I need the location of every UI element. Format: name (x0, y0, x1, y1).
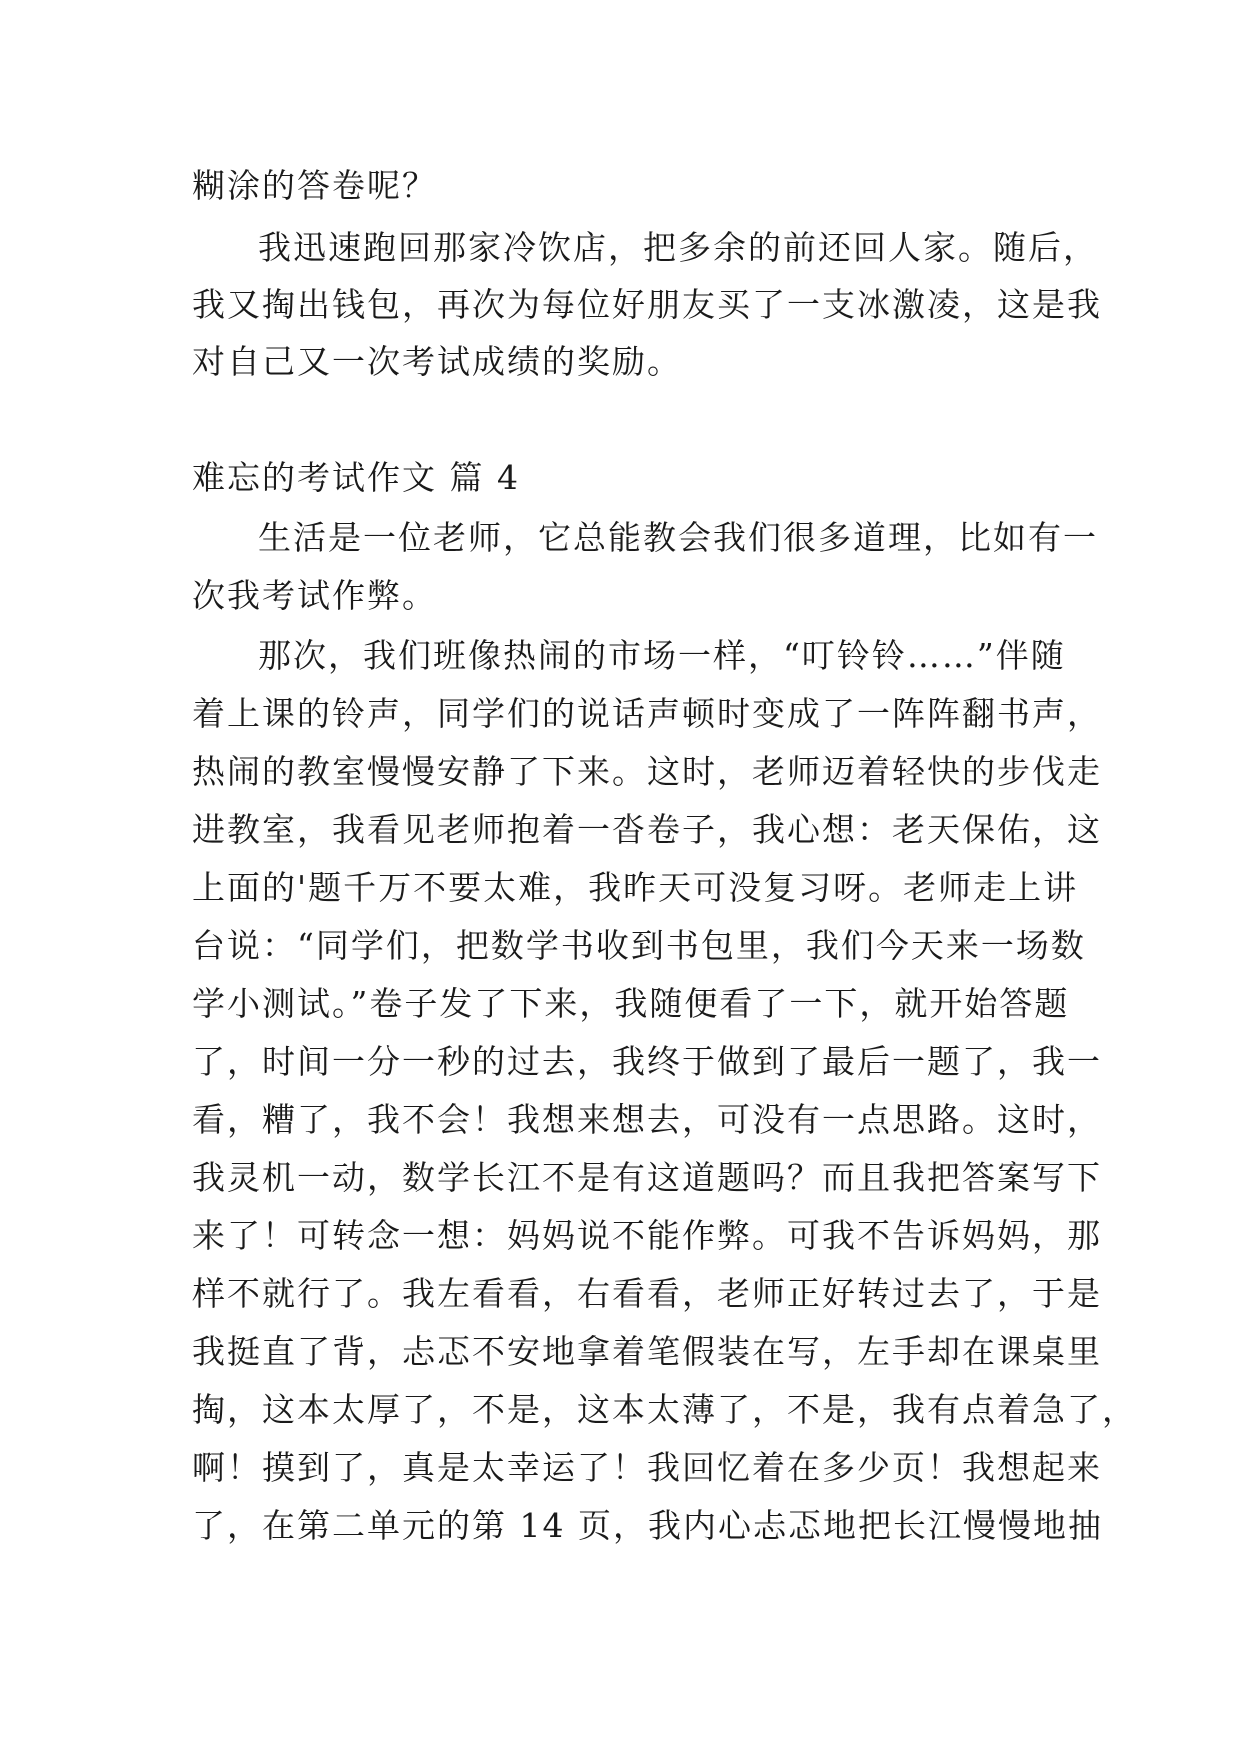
text-line: 对自己又一次考试成绩的奖励。 (192, 342, 682, 381)
text-line: 糊涂的答卷呢？ (192, 166, 437, 205)
section-heading: 难忘的考试作文 篇 4 (192, 458, 520, 497)
text-line: 上面的'题千万不要太难，我昨天可没复习呀。老师走上讲 (192, 868, 1079, 907)
text-line: 生活是一位老师，它总能教会我们很多道理，比如有一 (258, 518, 1098, 557)
text-line: 啊！摸到了，真是太幸运了！我回忆着在多少页！我想起来 (192, 1448, 1102, 1487)
text-line: 台说：“同学们，把数学书收到书包里，我们今天来一场数 (192, 926, 1086, 965)
text-line: 来了！可转念一想：妈妈说不能作弊。可我不告诉妈妈，那 (192, 1216, 1102, 1255)
text-line: 了，在第二单元的第 14 页，我内心忐忑地把长江慢慢地抽 (192, 1506, 1103, 1545)
text-line: 热闹的教室慢慢安静了下来。这时，老师迈着轻快的步伐走 (192, 752, 1102, 791)
text-line: 我迅速跑回那家冷饮店，把多余的前还回人家。随后， (258, 228, 1098, 267)
text-line: 样不就行了。我左看看，右看看，老师正好转过去了，于是 (192, 1274, 1102, 1313)
text-line: 次我考试作弊。 (192, 576, 437, 615)
text-line: 学小测试。”卷子发了下来，我随便看了一下，就开始答题 (192, 984, 1070, 1023)
text-line: 我灵机一动，数学长江不是有这道题吗？而且我把答案写下 (192, 1158, 1102, 1197)
text-line: 进教室，我看见老师抱着一沓卷子，我心想：老天保佑，这 (192, 810, 1102, 849)
text-line: 那次，我们班像热闹的市场一样，“叮铃铃……”伴随 (258, 636, 1066, 675)
text-line: 看，糟了，我不会！我想来想去，可没有一点思路。这时， (192, 1100, 1102, 1139)
text-line: 我又掏出钱包，再次为每位好朋友买了一支冰激凌，这是我 (192, 285, 1102, 324)
text-line: 掏，这本太厚了，不是，这本太薄了，不是，我有点着急了， (192, 1390, 1137, 1429)
text-line: 我挺直了背，忐忑不安地拿着笔假装在写，左手却在课桌里 (192, 1332, 1102, 1371)
text-line: 着上课的铃声，同学们的说话声顿时变成了一阵阵翻书声， (192, 694, 1102, 733)
text-line: 了，时间一分一秒的过去，我终于做到了最后一题了，我一 (192, 1042, 1102, 1081)
